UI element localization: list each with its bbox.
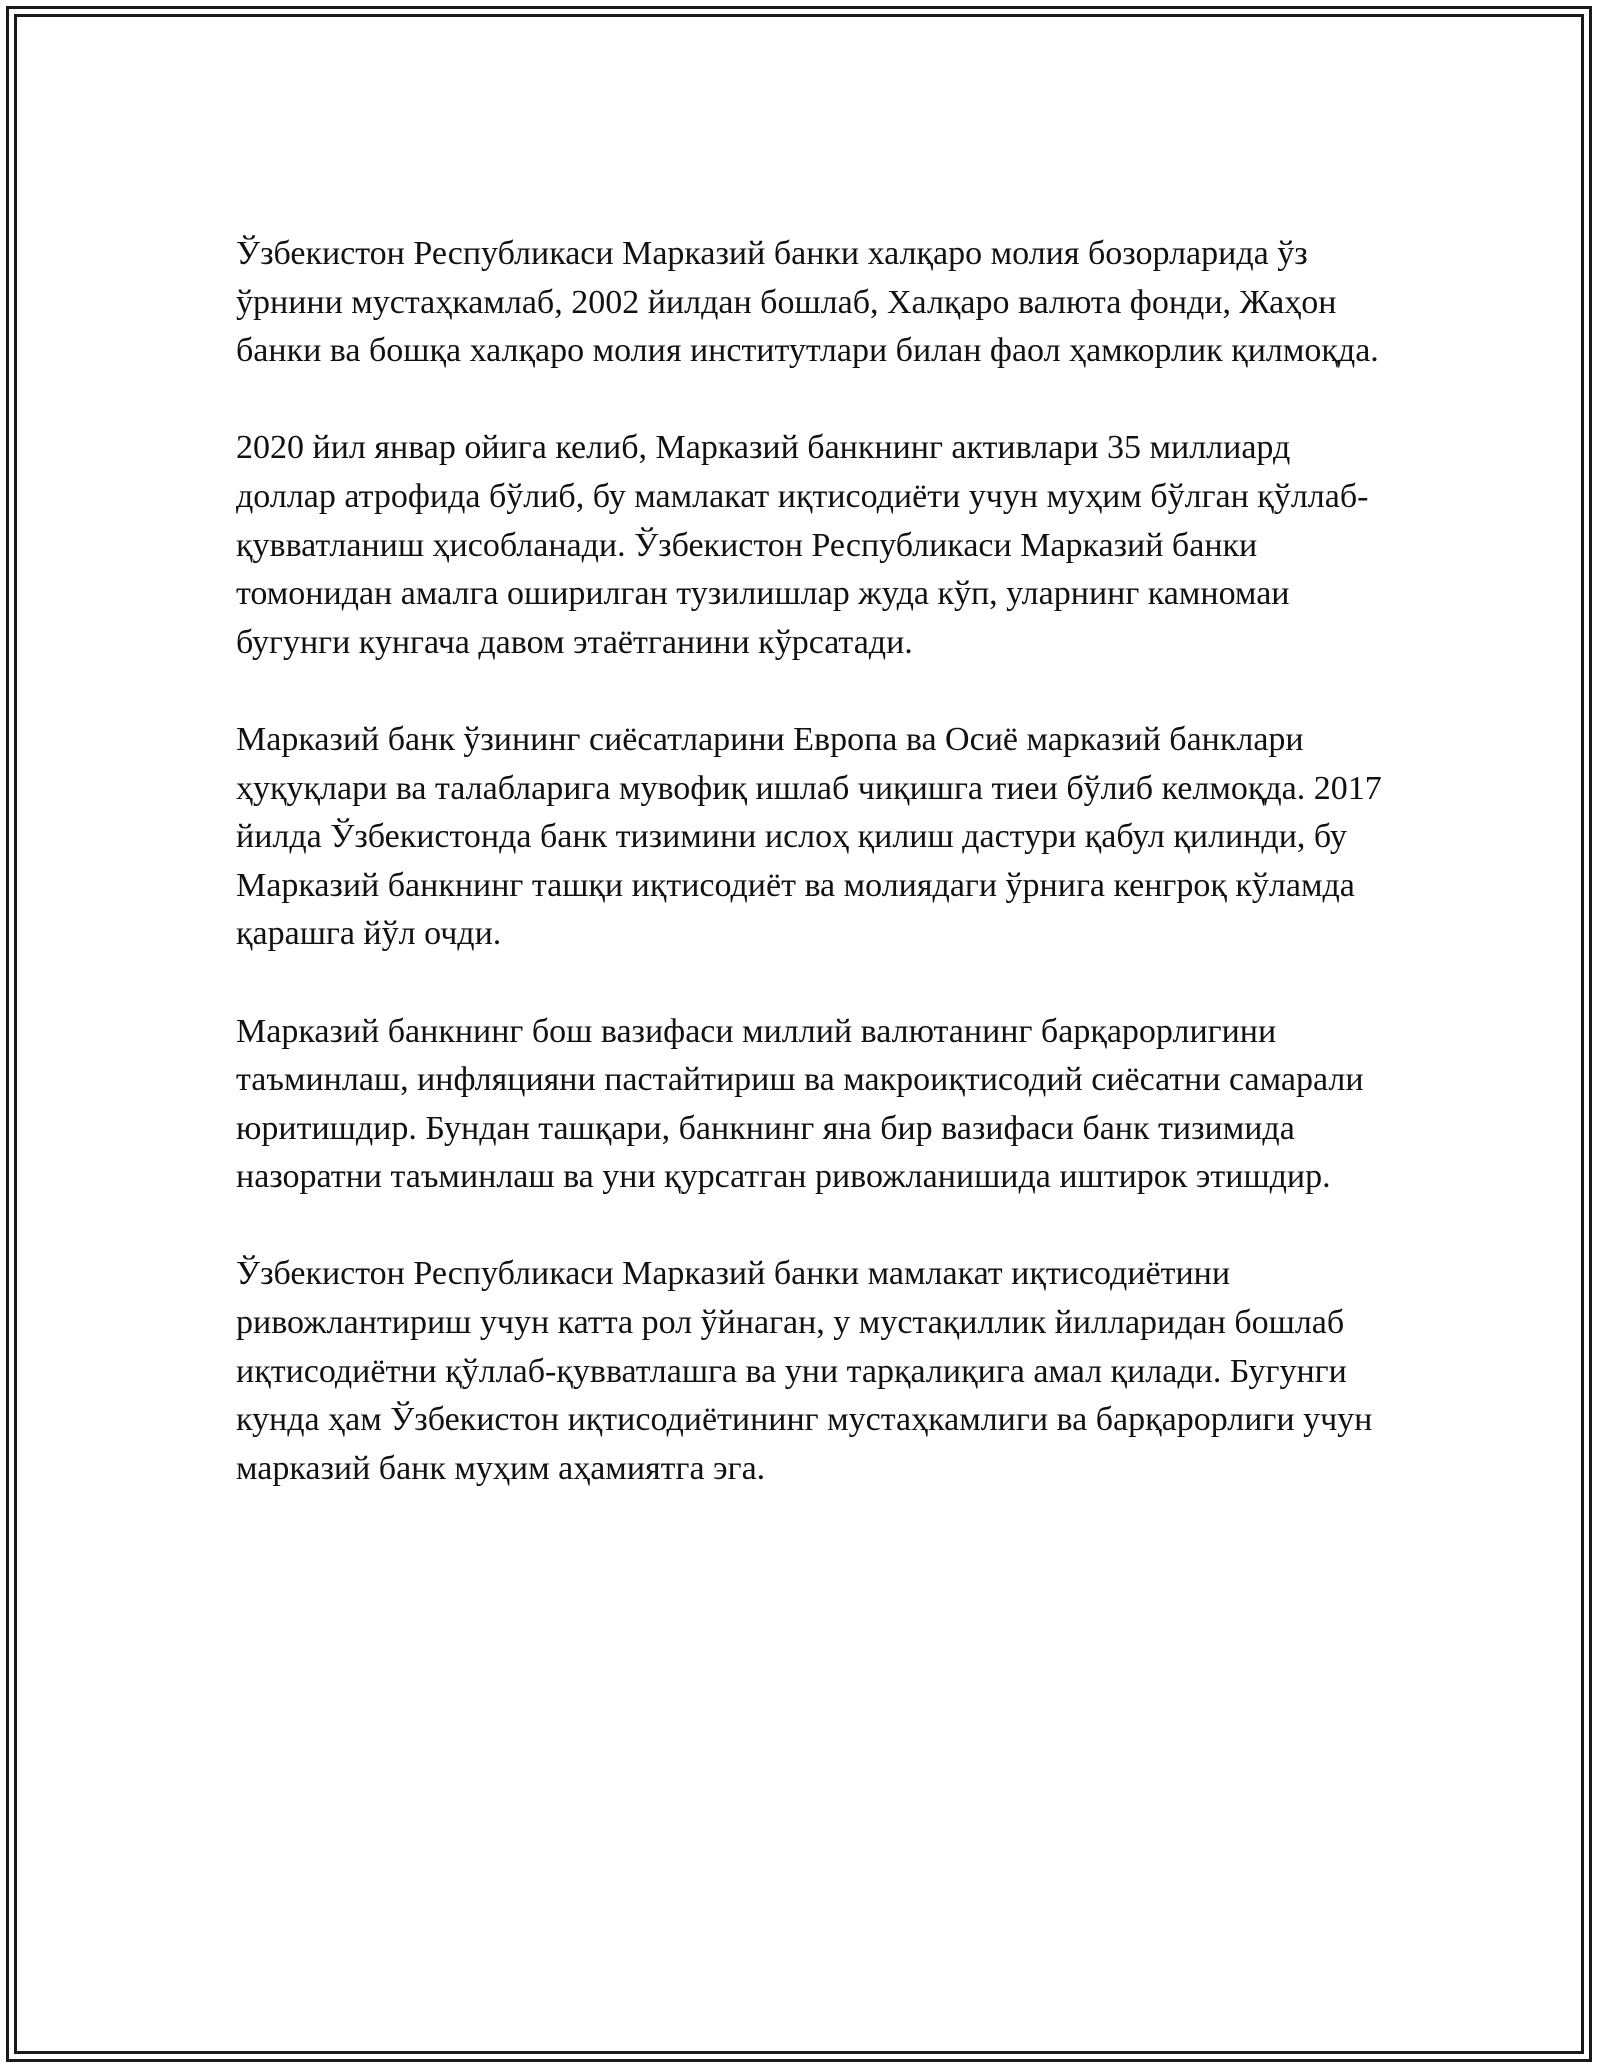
- paragraph-1: Ўзбекистон Республикаси Марказий банки халқаро молия бозорларида ўз ўрнини мустаҳкамлаб, 2002 йилдан бошлаб, Халқаро валюта фонди, Жаҳон банки ва бошқа халқаро молия институтлари билан фаол ҳамкорлик қилмоқда.: [236, 235, 1379, 370]
- document-body: [236, 230, 1386, 1493]
- paragraph-5: Ўзбекистон Республикаси Марказий банки мамлакат иқтисодиётини ривожлантириш учун катта рол ўйнаган, у мустақиллик йилларидан бошлаб иқтисодиётни қўллаб-қувватлашга ва уни тарқалиқига амал қилади. Бугунги кунда ҳам Ўзбекистон иқтисодиётининг мустаҳкамлиги ва барқарорлиги учун марказий банк муҳим аҳамиятга эга.: [236, 1255, 1373, 1487]
- paragraph-4: Марказий банкнинг бош вазифаси миллий валютанинг барқарорлигини таъминлаш, инфляцияни пастайтириш ва макроиқтисодий сиёсатни самарали юритишдир. Бундан ташқари, банкнинг яна бир вазифаси банк тизимида назоратни таъминлаш ва уни қурсатган ривожланишида иштирок этишдир.: [236, 1012, 1364, 1196]
- paragraph-2: 2020 йил январ ойига келиб, Марказий банкнинг активлари 35 миллиард доллар атрофида бўлиб, бу мамлакат иқтисодиёти учун муҳим бўлган қўллаб-қувватланиш ҳисобланади. Ўзбекистон Республикаси Марказий банки томонидан амалга оширилган тузилишлар жуда кўп, уларнинг камномаи бугунги кунгача давом этаётганини кўрсатади.: [236, 429, 1369, 661]
- paragraph-3: Марказий банк ўзининг сиёсатларини Европа ва Осиё марказий банклари ҳуқуқлари ва талабларига мувофиқ ишлаб чиқишга тиеи бўлиб келмоқда. 2017 йилда Ўзбекистонда банк тизимини ислоҳ қилиш дастури қабул қилинди, бу Марказий банкнинг ташқи иқтисодиёт ва молиядаги ўрнига кенгроқ кўламда қарашга йўл очди.: [236, 720, 1382, 953]
